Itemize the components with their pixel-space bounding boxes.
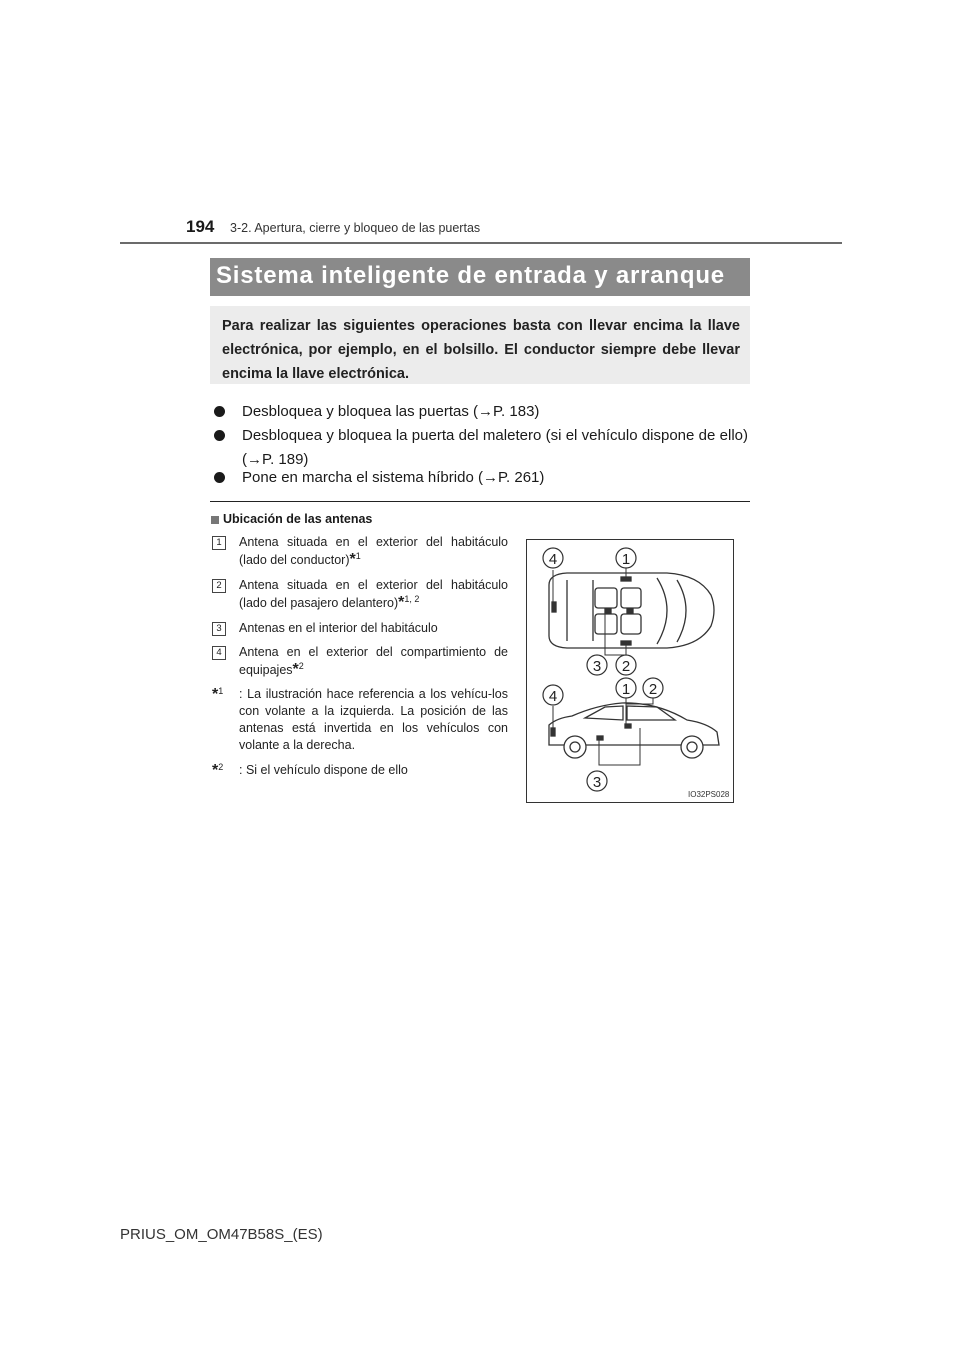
- legend-item: 4 Antena en el exterior del compartimiento de equipajes*$^2$: [212, 644, 508, 679]
- legend-footnote-ref: 1, 2: [404, 594, 420, 604]
- callout-label: 1: [621, 551, 631, 568]
- footnote: [212, 762, 508, 779]
- legend-number: 4: [212, 646, 226, 660]
- bullet-item: [214, 424, 748, 472]
- footnote: [212, 686, 508, 754]
- footnote-text: : La ilustración hace referencia a los vehícu-los con volante a la izquierda. La posición de las antenas está invertida en los vehículos con volante a la derecha.: [239, 687, 508, 752]
- footnote-number: 1: [218, 686, 224, 696]
- footnote-mark: *: [212, 762, 219, 779]
- callout-label: 1: [621, 681, 631, 698]
- car-illustration: [527, 540, 733, 802]
- bullet-icon: [214, 406, 225, 417]
- footer-doc-id: PRIUS_OM_OM47B58S_(ES): [120, 1226, 323, 1243]
- legend-text: Antena situada en el exterior del habitáculo (lado del pasajero delantero): [239, 578, 508, 610]
- car-top-view: [549, 573, 714, 648]
- intro-text: Para realizar las siguientes operaciones basta con llevar encima la llave electrónica, por ejemplo, en el bolsillo. El conductor siempre debe llevar encima la llave electrónica.: [222, 318, 740, 382]
- bullet-text: Desbloquea y bloquea las puertas (→P. 183): [242, 403, 540, 420]
- bullet-icon: [214, 472, 225, 483]
- bullet-text: Pone en marcha el sistema híbrido (→P. 261): [242, 469, 545, 486]
- legend-footnote-ref: 1: [355, 551, 361, 561]
- legend-number: 1: [212, 536, 226, 550]
- subsection-title: Ubicación de las antenas: [223, 512, 373, 526]
- legend-text: Antenas en el interior del habitáculo: [239, 621, 438, 635]
- legend-item: 2 Antena situada en el exterior del habitáculo (lado del pasajero delantero)*$^{1, 2}$: [212, 577, 508, 612]
- callout-lines-top: [553, 564, 626, 655]
- callout-label: 3: [592, 774, 602, 791]
- antenna-location-figure: [526, 539, 734, 803]
- callout-label: 2: [621, 658, 631, 675]
- header-divider: [120, 242, 842, 244]
- legend-number: 2: [212, 579, 226, 593]
- callout-label: 4: [548, 688, 558, 705]
- section-divider: [210, 501, 750, 502]
- footnote-number: 2: [218, 762, 224, 772]
- callout-label: 3: [592, 658, 602, 675]
- legend-text: Antena situada en el exterior del habitáculo (lado del conductor): [239, 535, 508, 567]
- square-bullet-icon: [211, 516, 219, 524]
- legend-text: Antena en el exterior del compartimiento de equipajes: [239, 645, 508, 677]
- legend-footnote-ref: 2: [298, 661, 304, 671]
- legend-item: 1 Antena situada en el exterior del habitáculo (lado del conductor)*$^1$: [212, 534, 508, 569]
- car-side-view: [549, 703, 719, 758]
- footnote-mark: *: [212, 686, 219, 703]
- callout-label: 4: [548, 551, 558, 568]
- bullet-item: [214, 400, 748, 424]
- legend-number: 3: [212, 622, 226, 636]
- section-header: 3-2. Apertura, cierre y bloqueo de las puertas: [230, 221, 481, 235]
- callout-label: 2: [648, 681, 658, 698]
- bullet-icon: [214, 430, 225, 441]
- figure-code: IO32PS028: [688, 790, 730, 799]
- bullet-item: [214, 466, 748, 490]
- page-number: 194: [186, 217, 215, 236]
- legend-item: [212, 620, 508, 637]
- bullet-text: Desbloquea y bloquea la puerta del maletero (si el vehículo dispone de ello) (→P. 189): [242, 427, 748, 468]
- page-title: Sistema inteligente de entrada y arranque: [216, 262, 725, 289]
- footnote-text: : Si el vehículo dispone de ello: [239, 763, 408, 777]
